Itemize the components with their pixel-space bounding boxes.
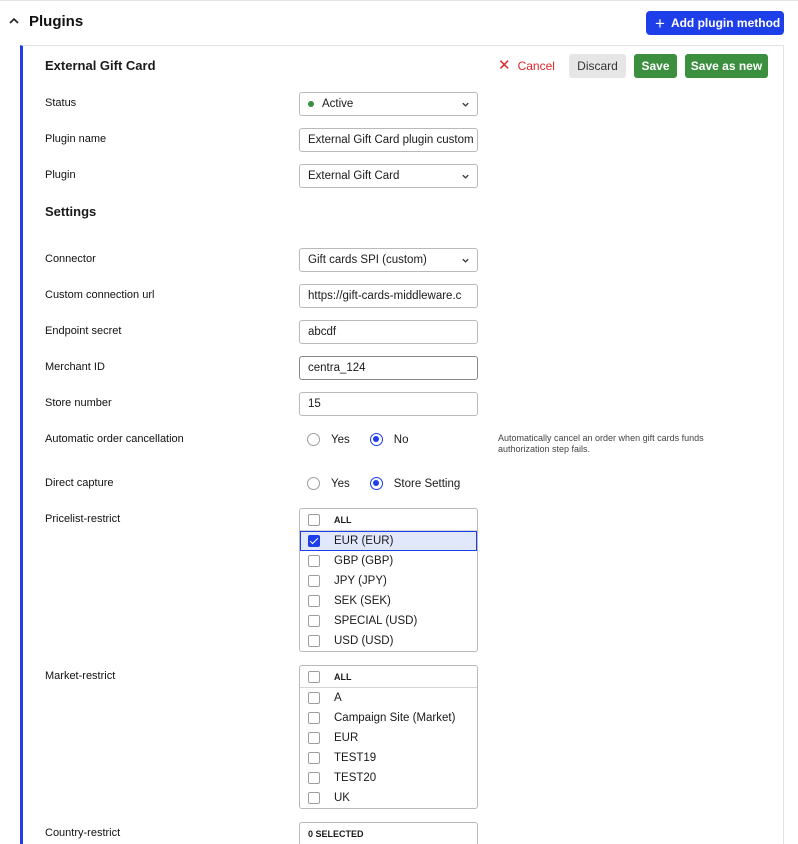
close-icon: ✕ (498, 57, 511, 74)
market-restrict-list (299, 665, 478, 809)
pricelist-item-label: SPECIAL (USD) (334, 615, 418, 627)
market-item-eur[interactable] (300, 728, 477, 748)
plugin-select[interactable] (299, 164, 478, 188)
plugin-name-input[interactable]: External Gift Card plugin custom (299, 128, 478, 152)
pricelist-item-checkbox[interactable] (308, 575, 320, 587)
market-item-test19[interactable] (300, 748, 477, 768)
market-item-checkbox[interactable] (308, 772, 320, 784)
endpoint-secret-input[interactable]: abcdf (299, 320, 478, 344)
chevron-down-icon (461, 172, 470, 181)
merchant-id-label: Merchant ID (45, 361, 105, 373)
country-restrict-label: Country-restrict (45, 827, 121, 839)
discard-button[interactable]: Discard (569, 54, 626, 78)
auto-cancel-label: Automatic order cancellation (45, 433, 184, 445)
auto-cancel-radio-group (307, 433, 428, 446)
market-item-checkbox[interactable] (308, 752, 320, 764)
pricelist-item-label: JPY (JPY) (334, 575, 387, 587)
market-item-campaign-site[interactable] (300, 708, 477, 728)
market-item-label: Campaign Site (Market) (334, 712, 456, 724)
plus-icon: + (655, 13, 665, 33)
auto-cancel-help-text: Automatically cancel an order when gift cards funds authorization step fails. (498, 433, 704, 454)
connector-value: Gift cards SPI (custom) (308, 254, 427, 266)
direct-capture-yes-label: Yes (331, 477, 350, 490)
pricelist-item-checkbox[interactable] (308, 555, 320, 567)
market-item-checkbox[interactable] (308, 712, 320, 724)
market-item-checkbox[interactable] (308, 732, 320, 744)
market-all-label: ALL (334, 671, 352, 682)
pricelist-item-label: GBP (GBP) (334, 555, 394, 567)
cancel-label: Cancel (517, 58, 555, 73)
market-item-checkbox[interactable] (308, 792, 320, 804)
pricelist-item-gbp[interactable] (300, 551, 477, 571)
plugin-name-label: Plugin name (45, 133, 107, 145)
pricelist-item-special[interactable] (300, 611, 477, 631)
status-select[interactable] (299, 92, 478, 116)
plugin-label: Plugin (45, 169, 76, 181)
status-label: Status (45, 97, 77, 109)
market-item-label: A (334, 692, 342, 704)
pricelist-item-jpy[interactable] (300, 571, 477, 591)
market-all-checkbox[interactable] (308, 671, 320, 683)
chevron-up-icon[interactable] (8, 15, 20, 27)
pricelist-item-checkbox[interactable] (308, 615, 320, 627)
direct-capture-label: Direct capture (45, 477, 114, 489)
auto-cancel-no-label: No (393, 433, 409, 446)
store-number-input[interactable]: 15 (299, 392, 478, 416)
section-title: Plugins (29, 13, 84, 30)
direct-capture-store-setting-radio[interactable] (370, 477, 383, 490)
pricelist-item-checkbox[interactable] (308, 595, 320, 607)
market-item-label: TEST20 (334, 772, 377, 784)
market-item-label: EUR (334, 732, 359, 744)
pricelist-all-label: ALL (334, 514, 352, 525)
save-as-new-button[interactable]: Save as new (685, 54, 768, 78)
market-item-test20[interactable] (300, 768, 477, 788)
pricelist-restrict-label: Pricelist-restrict (45, 513, 121, 525)
status-dot-icon (308, 101, 314, 107)
plugins-section-header (0, 1, 798, 45)
add-plugin-method-label: Add plugin method (670, 16, 781, 30)
store-number-label: Store number (45, 397, 112, 409)
card-title: External Gift Card (45, 58, 156, 73)
status-value: Active (322, 98, 354, 110)
market-restrict-label: Market-restrict (45, 670, 116, 682)
pricelist-item-label: SEK (SEK) (334, 595, 391, 607)
pricelist-item-label: USD (USD) (334, 635, 394, 647)
auto-cancel-yes-radio[interactable] (307, 433, 320, 446)
cancel-button[interactable] (498, 58, 555, 73)
chevron-down-icon (461, 100, 470, 109)
direct-capture-radio-group (307, 477, 480, 490)
pricelist-item-label: EUR (EUR) (334, 535, 394, 547)
connector-label: Connector (45, 253, 96, 265)
pricelist-item-eur[interactable] (300, 531, 477, 551)
plugin-value: External Gift Card (308, 170, 400, 182)
direct-capture-store-setting-label: Store Setting (393, 477, 461, 490)
settings-heading: Settings (45, 204, 97, 219)
pricelist-all-row[interactable] (300, 509, 477, 531)
auto-cancel-no-radio[interactable] (370, 433, 383, 446)
pricelist-item-sek[interactable] (300, 591, 477, 611)
custom-connection-url-input[interactable]: https://gift-cards-middleware.c (299, 284, 478, 308)
pricelist-all-checkbox[interactable] (308, 514, 320, 526)
pricelist-item-usd[interactable] (300, 631, 477, 651)
add-plugin-method-button[interactable] (646, 11, 784, 35)
custom-connection-url-label: Custom connection url (45, 289, 155, 301)
country-restrict-select[interactable]: 0 SELECTED (299, 822, 478, 844)
pricelist-item-checkbox[interactable] (308, 635, 320, 647)
connector-select[interactable] (299, 248, 478, 272)
market-all-row[interactable] (300, 666, 477, 688)
direct-capture-yes-radio[interactable] (307, 477, 320, 490)
chevron-down-icon (461, 256, 470, 265)
auto-cancel-yes-label: Yes (331, 433, 350, 446)
endpoint-secret-label: Endpoint secret (45, 325, 122, 337)
pricelist-restrict-list (299, 508, 478, 652)
market-item-a[interactable] (300, 688, 477, 708)
market-item-label: UK (334, 792, 350, 804)
merchant-id-input[interactable]: centra_124 (299, 356, 478, 380)
checkbox-checked-icon[interactable] (308, 535, 320, 547)
market-item-uk[interactable] (300, 788, 477, 808)
market-item-label: TEST19 (334, 752, 377, 764)
save-button[interactable]: Save (634, 54, 677, 78)
market-item-checkbox[interactable] (308, 692, 320, 704)
